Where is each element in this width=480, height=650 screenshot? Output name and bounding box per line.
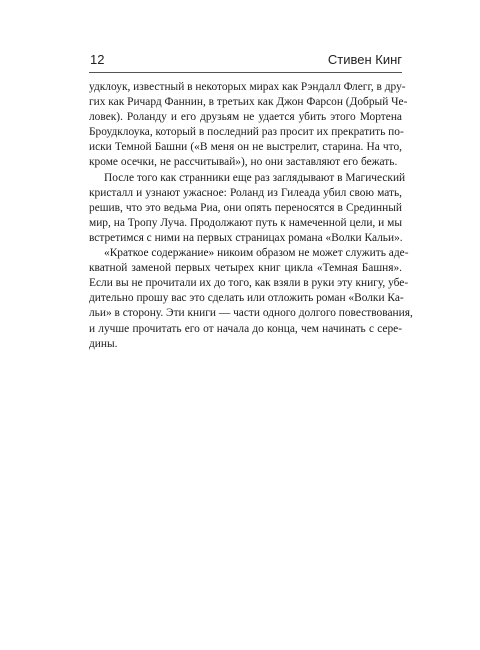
- text-line: иски Темной Башни («В меня он не выстрелит, старина. На что,: [89, 141, 402, 154]
- paragraph-2: [89, 171, 406, 246]
- paragraph-3: [89, 246, 413, 352]
- text-line: ловек). Роланду и его друзьям не удается убить этого Мортена: [89, 111, 402, 124]
- running-head: [90, 52, 402, 72]
- text-line: решив, что это ведьма Риа, они опять переносятся в Срединный: [89, 201, 402, 214]
- text-line: дительно прошу вас это сделать или отложить роман «Волки Ка-: [89, 292, 404, 305]
- text-line: кватной заменой первых четырех книг цикла «Темная Башня».: [89, 262, 402, 275]
- header-rule: [89, 72, 402, 73]
- page-number: 12: [90, 52, 105, 67]
- text-line: «Краткое содержание» никоим образом не может служить аде-: [104, 247, 409, 260]
- running-head-author: Стивен Кинг: [327, 52, 402, 67]
- text-line: кристалл и узнают ужасное: Роланд из Гилеада убил свою мать,: [89, 186, 402, 199]
- text-line: и лучше прочитать его от начала до конца, чем начинать с сере-: [89, 322, 402, 335]
- body-text: [89, 80, 413, 352]
- paragraph-1: [89, 80, 408, 171]
- text-line: удклоук, известный в некоторых мирах как Рэндалл Флегг, в дру-: [89, 81, 406, 93]
- text-line: кроме осечки, не рассчитывай»), но они заставляют его бежать.: [89, 156, 398, 169]
- text-line: дины.: [89, 337, 118, 350]
- text-line: мир, на Тропу Луча. Продолжают путь к намеченной цели, и мы: [89, 216, 402, 229]
- text-line: льи» в сторону. Эти книги — части одного долгого повествования,: [89, 307, 413, 320]
- text-line: После того как странники еще раз заглядывают в Магический: [104, 171, 406, 184]
- text-line: гих как Ричард Фаннин, в третьих как Джон Фарсон (Добрый Че-: [89, 96, 408, 109]
- text-line: Если вы не прочитали их до того, как взяли в руки эту книгу, убе-: [89, 277, 409, 290]
- text-line: встретимся с ними на первых страницах романа «Волки Кальи».: [89, 231, 403, 244]
- text-line: Броудклоука, который в последний раз просит их прекратить по-: [89, 126, 404, 139]
